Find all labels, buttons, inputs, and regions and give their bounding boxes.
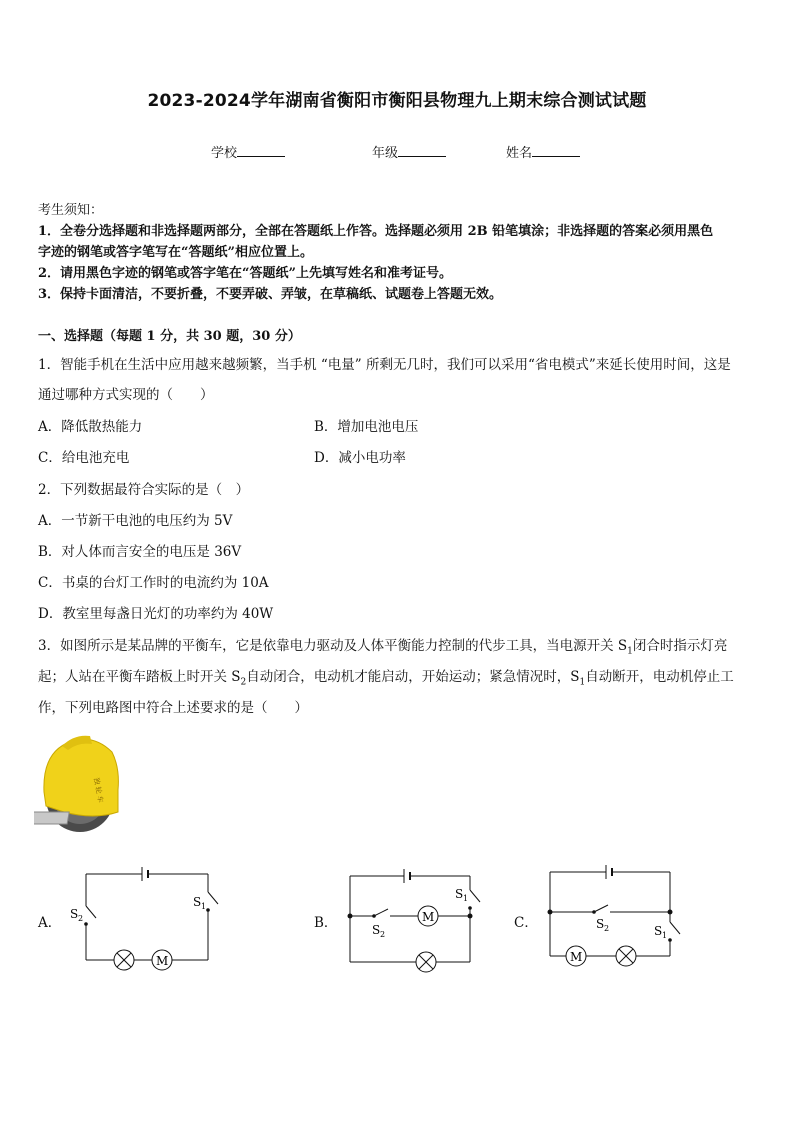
school-blank — [237, 144, 285, 157]
grade-field — [372, 142, 446, 161]
switch-s2-subscript: 2 — [78, 914, 84, 923]
q3-option-b-label: B． — [314, 915, 338, 931]
q2-stem: 2．下列数据最符合实际的是（ ） — [38, 482, 250, 498]
switch-s2-label: S — [372, 923, 381, 937]
q1-stem-line2: 通过哪种方式实现的（ ） — [38, 387, 214, 403]
q2-option-a: A．一节新干电池的电压约为 5V — [38, 513, 233, 529]
switch-s1-subscript: 1 — [201, 902, 207, 911]
circuit-b — [336, 862, 496, 978]
notice-item-1-cont: 字迹的钢笔或答字笔写在“答题纸”相应位置上。 — [38, 245, 313, 260]
q2-option-d: D．教室里每盏日光灯的功率约为 40W — [38, 606, 274, 622]
switch-s1-label: S — [455, 887, 464, 901]
name-label: 姓名 — [506, 146, 533, 161]
grade-blank — [398, 144, 446, 157]
q3-option-a-label: A． — [38, 915, 62, 931]
q3-stem-line3: 作，下列电路图中符合上述要求的是（ ） — [38, 700, 308, 716]
switch-s1-subscript: 1 — [463, 894, 469, 903]
notice-item-3: 3．保持卡面清洁，不要折叠，不要弄破、弄皱，在草稿纸、试题卷上答题无效。 — [38, 287, 503, 302]
switch-s1-label: S — [193, 895, 202, 909]
name-field — [506, 142, 580, 161]
q1-option-d: D．减小电功率 — [314, 450, 406, 466]
q2-option-b: B．对人体而言安全的电压是 36V — [38, 544, 242, 560]
q1-option-c: C．给电池充电 — [38, 450, 130, 466]
section-heading: 一、选择题（每题 1 分，共 30 题，30 分） — [38, 329, 301, 344]
switch-s1-subscript: 1 — [662, 931, 668, 940]
motor-label: M — [156, 954, 169, 968]
notice-item-1: 1．全卷分选择题和非选择题两部分，全部在答题纸上作答。选择题必须用 2B 铅笔填涂；非选择题的答案必须用黑色 — [38, 224, 714, 239]
circuit-a — [60, 862, 230, 974]
q3-stem-line1: 3．如图所示是某品牌的平衡车，它是依靠电力驱动及人体平衡能力控制的代步工具，当电源开关 $S_1$闭合时指示灯亮 — [38, 638, 728, 657]
q3-option-c-label: C． — [514, 915, 538, 931]
school-field — [211, 142, 285, 161]
grade-label: 年级 — [372, 146, 399, 161]
switch-s2-subscript: 2 — [604, 924, 610, 933]
switch-s1-blade — [208, 892, 218, 904]
q1-stem-line1: 1．智能手机在生活中应用越来越频繁，当手机 “电量” 所剩无几时，我们可以采用“省电模式”来延长使用时间，这是 — [38, 357, 731, 373]
notice-item-2: 2．请用黑色字迹的钢笔或答字笔在“答题纸”上先填写姓名和准考证号。 — [38, 266, 453, 281]
switch-s1-label: S — [654, 924, 663, 938]
school-label: 学校 — [211, 146, 238, 161]
q3-stem-line2: 起；人站在平衡车踏板上时开关 $S_2$自动闭合，电动机才能启动，开始运动；紧急情况时，$S_1$自动断开，电动机停止工 — [38, 669, 734, 688]
notice-heading: 考生须知： — [38, 203, 104, 218]
switch-s2-subscript: 2 — [380, 930, 386, 939]
vehicle-brand-text: 独 轮 车 — [92, 776, 105, 804]
motor-label: M — [422, 910, 435, 924]
switch-s2-blade — [86, 906, 96, 918]
motor-label: M — [570, 950, 583, 964]
q1-option-b: B．增加电池电压 — [314, 419, 419, 435]
q1-option-a: A．降低散热能力 — [38, 419, 143, 435]
switch-s2-label: S — [70, 907, 79, 921]
page-title: 2023-2024学年湖南省衡阳市衡阳县物理九上期末综合测试试题 — [147, 91, 647, 111]
name-blank — [532, 144, 580, 157]
switch-s2-label: S — [596, 917, 605, 931]
q2-option-c: C．书桌的台灯工作时的电流约为 10A — [38, 575, 269, 591]
balance-vehicle-image — [34, 728, 126, 838]
circuit-c — [536, 862, 696, 974]
